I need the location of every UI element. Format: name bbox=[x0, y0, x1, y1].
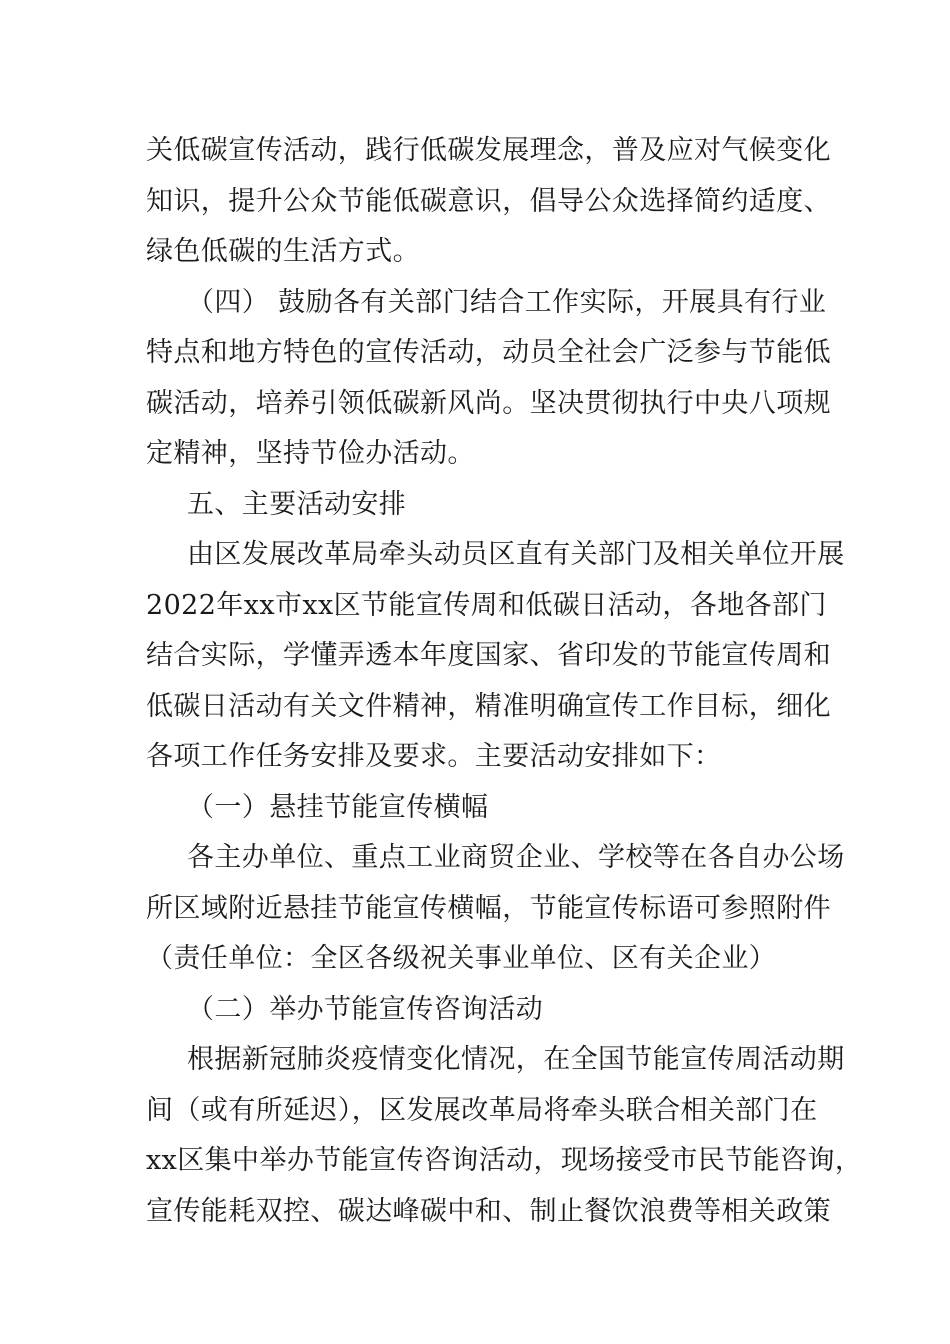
text-line: 2022年xx市xx区节能宣传周和低碳日活动，各地各部门 bbox=[146, 589, 827, 621]
text-line: xx区集中举办节能宣传咨询活动，现场接受市民节能咨询， bbox=[146, 1145, 863, 1176]
subsection-heading: （二）举办节能宣传咨询活动 bbox=[187, 993, 544, 1025]
text-line: （四） 鼓励各有关部门结合工作实际，开展具有行业 bbox=[187, 286, 827, 318]
text-line: 宣传能耗双控、碳达峰碳中和、制止餐饮浪费等相关政策 bbox=[146, 1195, 831, 1227]
text-line: 各主办单位、重点工业商贸企业、学校等在各自办公场 bbox=[187, 842, 845, 873]
text-line: 定精神，坚持节俭办活动。 bbox=[146, 438, 475, 469]
text-line: 低碳日活动有关文件精神，精准明确宣传工作目标，细化 bbox=[146, 690, 831, 722]
text-line: 间（或有所延迟），区发展改革局将牵头联合相关部门在 bbox=[146, 1094, 818, 1126]
text-line: 碳活动，培养引领低碳新风尚。坚决贯彻执行中央八项规 bbox=[146, 387, 831, 419]
document-body bbox=[146, 126, 863, 1237]
section-heading: 五、主要活动安排 bbox=[187, 488, 407, 520]
text-line: 结合实际，学懂弄透本年度国家、省印发的节能宣传周和 bbox=[146, 640, 831, 671]
text-line: 绿色低碳的生活方式。 bbox=[146, 236, 420, 267]
text-line: 关低碳宣传活动，践行低碳发展理念，普及应对气候变化 bbox=[146, 135, 831, 166]
text-line: 特点和地方特色的宣传活动，动员全社会广泛参与节能低 bbox=[146, 337, 831, 368]
text-line: 知识，提升公众节能低碳意识，倡导公众选择简约适度、 bbox=[146, 185, 831, 217]
text-line: 各项工作任务安排及要求。主要活动安排如下： bbox=[146, 741, 722, 772]
text-line: 根据新冠肺炎疫情变化情况，在全国节能宣传周活动期 bbox=[187, 1044, 845, 1075]
text-line: （责任单位：全区各级祝关事业单位、区有关企业） bbox=[146, 943, 777, 974]
subsection-heading: （一）悬挂节能宣传横幅 bbox=[187, 791, 489, 823]
text-line: 由区发展改革局牵头动员区直有关部门及相关单位开展 bbox=[187, 539, 845, 570]
text-line: 所区域附近悬挂节能宣传横幅，节能宣传标语可参照附件 bbox=[146, 892, 831, 924]
